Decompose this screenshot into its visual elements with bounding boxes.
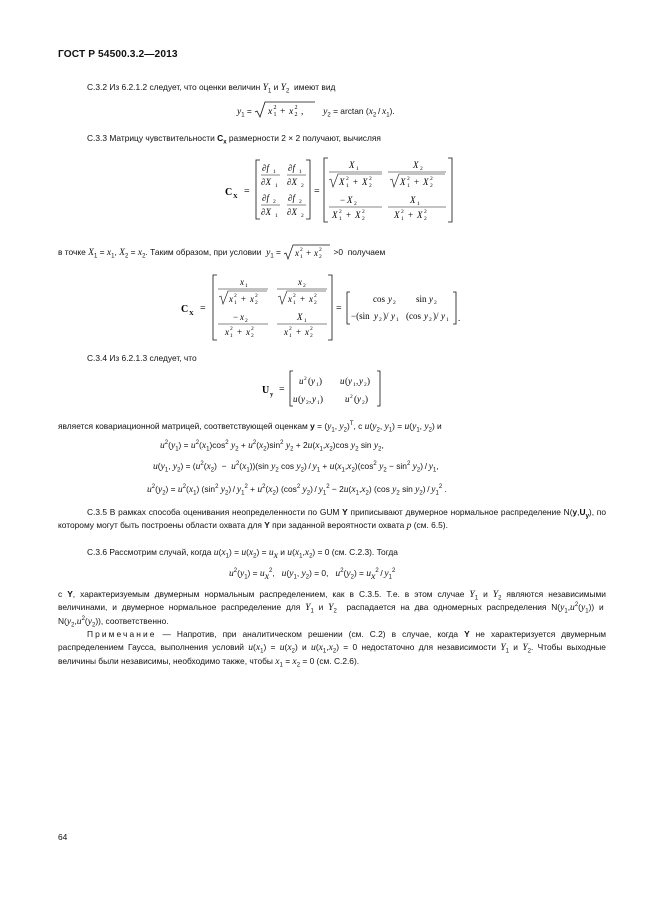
svg-text:−: −: [233, 312, 239, 322]
svg-text:2: 2: [251, 333, 254, 339]
svg-text:1: 1: [346, 183, 349, 189]
svg-text:2: 2: [369, 183, 372, 189]
svg-text:X: X: [394, 210, 400, 220]
svg-text:1: 1: [289, 333, 292, 339]
svg-text:(: (: [354, 394, 357, 404]
svg-text:∂X: ∂X: [287, 177, 297, 187]
svg-text:+: +: [280, 106, 286, 117]
svg-text:+: +: [296, 327, 302, 337]
sensitivity-matrix-result: [181, 274, 471, 342]
svg-text:1: 1: [356, 166, 359, 172]
svg-text:−(sin: −(sin: [351, 311, 370, 321]
svg-text:2: 2: [306, 400, 309, 406]
svg-text:2: 2: [301, 213, 304, 219]
svg-text:2: 2: [294, 105, 298, 111]
svg-text:+: +: [408, 210, 414, 220]
section-c35-text: С.3.5 В рамках способа оценивания неопределенности по GUM Y приписывают двумерное нормальное распределение $N(y,U_y)$, по которому могут быть построены области охвата для Y при заданной вероятности охвата p (см. 6.5).: [58, 507, 606, 532]
svg-text:x: x: [284, 327, 288, 337]
svg-text:1: 1: [230, 333, 233, 339]
svg-text:)/: )/: [383, 311, 389, 321]
svg-text:2: 2: [245, 318, 248, 324]
svg-text:1: 1: [273, 112, 277, 118]
svg-text:,: ,: [356, 376, 359, 386]
svg-text:X: X: [413, 160, 419, 170]
svg-text:x: x: [305, 327, 309, 337]
svg-text:2: 2: [304, 376, 307, 382]
formula-y1-y2: $y_1$ = x 1 2 + x 2 2 , $y_2 = \arctan (x_2 / x_1)$.: [237, 101, 395, 119]
svg-text:X: X: [400, 177, 406, 187]
svg-text:x: x: [229, 294, 233, 304]
svg-text:2: 2: [319, 254, 322, 260]
svg-text:y: y: [270, 391, 274, 398]
svg-text:2: 2: [430, 176, 433, 182]
svg-text:−: −: [340, 195, 346, 205]
sensitivity-matrix-definition: [225, 157, 455, 225]
svg-text:x: x: [225, 327, 229, 337]
svg-text:x: x: [240, 312, 244, 322]
svg-text:2: 2: [255, 293, 258, 299]
svg-text:1: 1: [300, 254, 303, 260]
svg-text:2: 2: [310, 326, 313, 332]
svg-text:1: 1: [275, 213, 278, 219]
svg-text:+: +: [346, 210, 352, 220]
svg-text:2: 2: [314, 293, 317, 299]
svg-text:): ): [365, 394, 368, 404]
section-c32-text: С.3.2 Из 6.2.1.2 следует, что оценки величин $Y_1$ и $Y_2$ имеют вид: [87, 82, 336, 95]
svg-text:∂X: ∂X: [287, 207, 297, 217]
svg-text:U: U: [262, 385, 270, 396]
svg-text:X: X: [410, 195, 416, 205]
svg-text:2: 2: [273, 105, 277, 111]
svg-text:1: 1: [417, 201, 420, 207]
svg-text:1: 1: [353, 382, 356, 388]
svg-text:y: y: [429, 294, 433, 304]
svg-text:y: y: [311, 376, 315, 386]
svg-text:X: X: [339, 177, 345, 187]
svg-text:∂X: ∂X: [261, 207, 271, 217]
svg-text:C: C: [181, 304, 189, 315]
svg-text:sin: sin: [416, 294, 427, 304]
svg-text:2: 2: [430, 183, 433, 189]
svg-text:2: 2: [299, 199, 302, 205]
section-c33-text: С.3.3 Матрицу чувствительности $C_x$ размерности 2 × 2 получают, вычисляя: [87, 133, 381, 146]
svg-text:+: +: [237, 327, 243, 337]
svg-text:∂X: ∂X: [261, 177, 271, 187]
svg-text:x: x: [309, 294, 313, 304]
svg-text:)/: )/: [433, 311, 439, 321]
svg-text:2: 2: [293, 293, 296, 299]
page-number: 64: [58, 832, 68, 842]
svg-text:X: X: [349, 160, 355, 170]
svg-text:1: 1: [273, 169, 276, 175]
svg-text:+: +: [414, 177, 420, 187]
svg-text:y: y: [301, 394, 305, 404]
svg-text:X: X: [423, 177, 429, 187]
svg-text:1: 1: [317, 400, 320, 406]
equation-u2-y2: $u^2(y_2) = u^2(x_1)$ ($\sin^2$ $y_2) / y_1^2 + u^2(x_2)$ ($\cos^2$ $y_2) / y_1^2 - 2u(x_1,x_2)$ (cos $y_2$ $\sin y_2) / y_1^2$ .: [147, 484, 447, 497]
covariance-matrix-uy: [262, 369, 392, 409]
svg-text:2: 2: [339, 209, 342, 215]
svg-text:2: 2: [362, 209, 365, 215]
equation-u2-y1: $u^2(y_1) = u^2(x_1)\cos^2$ $y_2 + u^2(x_2)\sin^2$ $y_2 + 2u(x_1,x_2)\cos$ $y_2$ $\sin y_2$,: [160, 440, 384, 453]
svg-text:2: 2: [364, 382, 367, 388]
svg-text:x: x: [298, 277, 302, 287]
svg-text:2: 2: [401, 209, 404, 215]
svg-text:2: 2: [393, 300, 396, 306]
svg-text:y: y: [424, 311, 428, 321]
svg-text:(: (: [345, 376, 348, 386]
svg-text:x: x: [246, 327, 250, 337]
svg-text:2: 2: [303, 283, 306, 289]
svg-text:2: 2: [354, 201, 357, 207]
svg-text:+: +: [241, 294, 247, 304]
section-c36-text: С.3.6 Рассмотрим случай, когда $u(x_1) = u(x_2) = u_x$ и $u(x_1,x_2) = 0$ (см. С.2.3). Тогда: [87, 547, 398, 561]
svg-text:X: X: [362, 177, 368, 187]
svg-text:2: 2: [234, 293, 237, 299]
svg-text:2: 2: [429, 317, 432, 323]
svg-text:1: 1: [396, 317, 399, 323]
svg-text:X: X: [233, 193, 238, 200]
svg-text:C: C: [225, 187, 233, 198]
svg-text:2: 2: [301, 183, 304, 189]
svg-text:,: ,: [309, 394, 312, 404]
svg-text:.: .: [458, 313, 461, 323]
svg-text:2: 2: [273, 199, 276, 205]
section-c34-text: С.3.4 Из 6.2.1.3 следует, что: [87, 353, 197, 363]
svg-text:2: 2: [294, 112, 298, 118]
svg-text:2: 2: [319, 247, 322, 253]
svg-text:2: 2: [424, 216, 427, 222]
section-c34-after: является ковариационной матрицей, соответствующей оценкам $y = (y_1$, $y_2)^Т$, с $u(y_2$, $y_1) = u(y_1$, $y_2$) и: [58, 421, 442, 434]
svg-text:1: 1: [446, 317, 449, 323]
svg-text:2: 2: [289, 326, 292, 332]
svg-text:1: 1: [401, 216, 404, 222]
svg-text:): ): [320, 394, 323, 404]
section-c33-condition: в точке $X_1 = x_1$, $X_2 = x_2$. Таким образом, при условии $y_1$ = x 1 2 + x 2 2 >0 получаем: [58, 244, 606, 260]
svg-text:2: 2: [369, 176, 372, 182]
svg-text:+: +: [306, 248, 312, 258]
svg-text:u: u: [345, 394, 350, 404]
svg-text:2: 2: [362, 216, 365, 222]
svg-text:2: 2: [424, 209, 427, 215]
formula-independent-case: $u^2(y_1) = u_x^2$, $u(y_1$, $y_2) = 0$, $u^2(y_2) = u_x^2 / y_1^2$: [229, 568, 396, 582]
note-text: Примечание — Напротив, при аналитическом решении (см. С.2) в случае, когда Y не характеризуется двумерным распределением Гаусса, выполнения условий $u(x_1) = u(x_2)$ и $u(x_1,x_2) = 0$ недостаточно для независимости $Y_1$ и $Y_2$. Чтобы выходные величины были независимы, необходимо также, чтобы $x_1 = x_2 = 0$ (см. С.2.6).: [58, 629, 606, 669]
svg-text:X: X: [332, 210, 338, 220]
svg-text:x: x: [288, 294, 292, 304]
svg-text:2: 2: [346, 176, 349, 182]
svg-text:1: 1: [304, 318, 307, 324]
svg-text:2: 2: [379, 317, 382, 323]
svg-text:): ): [319, 376, 322, 386]
svg-text:x: x: [289, 106, 294, 117]
svg-text:∂f: ∂f: [288, 163, 295, 173]
svg-text:(: (: [298, 394, 301, 404]
svg-text:X: X: [417, 210, 423, 220]
svg-text:1: 1: [234, 300, 237, 306]
svg-text:1: 1: [407, 183, 410, 189]
svg-text:y: y: [357, 394, 361, 404]
svg-text:y: y: [312, 394, 316, 404]
svg-text:+: +: [353, 177, 359, 187]
svg-text:2: 2: [251, 326, 254, 332]
note-label: Примечание: [87, 629, 157, 639]
sqrt-condition-sign: [283, 244, 331, 260]
sqrt-x1-x2-sign: [254, 101, 316, 119]
svg-text:2: 2: [420, 166, 423, 172]
svg-text:y: y: [374, 311, 378, 321]
svg-text:+: +: [300, 294, 306, 304]
svg-text:X: X: [189, 310, 194, 317]
svg-text:1: 1: [275, 183, 278, 189]
svg-text:=: =: [314, 186, 320, 197]
svg-text:y: y: [388, 294, 392, 304]
svg-text:∂f: ∂f: [288, 193, 295, 203]
svg-text:y: y: [348, 376, 352, 386]
svg-text:,: ,: [301, 106, 304, 117]
svg-text:∂f: ∂f: [262, 193, 269, 203]
svg-text:): ): [367, 376, 370, 386]
svg-text:1: 1: [339, 216, 342, 222]
section-c36-after: с Y, характеризуемым двумерным нормальным распределением, как в С.3.5. Т.е. в этом случае $Y_1$ и $Y_2$ являются независимыми величинами, и двумерное нормальное распределение для $Y_1$ и $Y_2$ распадается на два одномерных распределения $N(y_1,u^2(y_1))$ и $N(y_2,u^2(y_2))$, соответственно.: [58, 589, 606, 629]
svg-text:(cos: (cos: [406, 311, 421, 321]
svg-text:cos: cos: [373, 294, 385, 304]
equation-u-y1-y2: $u(y_1$, $y_2) = (u^2(x_2) - u^2(x_1))(\sin$ $y_2$ $\cos y_2) / y_1 + u(x_1,x_2)(\cos^2$ $y_2 - \sin^2 y_2) / y_1$,: [153, 461, 439, 474]
svg-text:X: X: [355, 210, 361, 220]
svg-text:X: X: [347, 195, 353, 205]
svg-text:(: (: [308, 376, 311, 386]
svg-text:x: x: [314, 248, 319, 258]
svg-text:x: x: [268, 106, 273, 117]
svg-text:∂f: ∂f: [262, 163, 269, 173]
svg-text:2: 2: [350, 394, 353, 400]
document-code-header: ГОСТ Р 54500.3.2—2013: [58, 49, 178, 60]
svg-text:y: y: [441, 311, 445, 321]
svg-text:x: x: [240, 277, 244, 287]
svg-text:2: 2: [300, 247, 303, 253]
svg-text:2: 2: [362, 400, 365, 406]
svg-text:x: x: [295, 248, 300, 258]
svg-text:2: 2: [230, 326, 233, 332]
svg-text:1: 1: [316, 382, 319, 388]
svg-text:1: 1: [293, 300, 296, 306]
svg-text:u: u: [299, 376, 304, 386]
svg-text:1: 1: [245, 283, 248, 289]
svg-text:x: x: [250, 294, 254, 304]
svg-text:y: y: [359, 376, 363, 386]
svg-text:y: y: [391, 311, 395, 321]
svg-text:=: =: [244, 186, 250, 197]
svg-text:=: =: [279, 384, 285, 395]
svg-text:X: X: [297, 312, 303, 322]
svg-text:2: 2: [407, 176, 410, 182]
svg-text:u: u: [340, 376, 345, 386]
svg-text:2: 2: [434, 300, 437, 306]
svg-text:1: 1: [299, 169, 302, 175]
svg-text:2: 2: [310, 333, 313, 339]
svg-text:u: u: [293, 394, 298, 404]
svg-text:2: 2: [255, 300, 258, 306]
svg-text:=: =: [200, 303, 206, 314]
svg-text:2: 2: [314, 300, 317, 306]
svg-text:=: =: [336, 303, 342, 314]
